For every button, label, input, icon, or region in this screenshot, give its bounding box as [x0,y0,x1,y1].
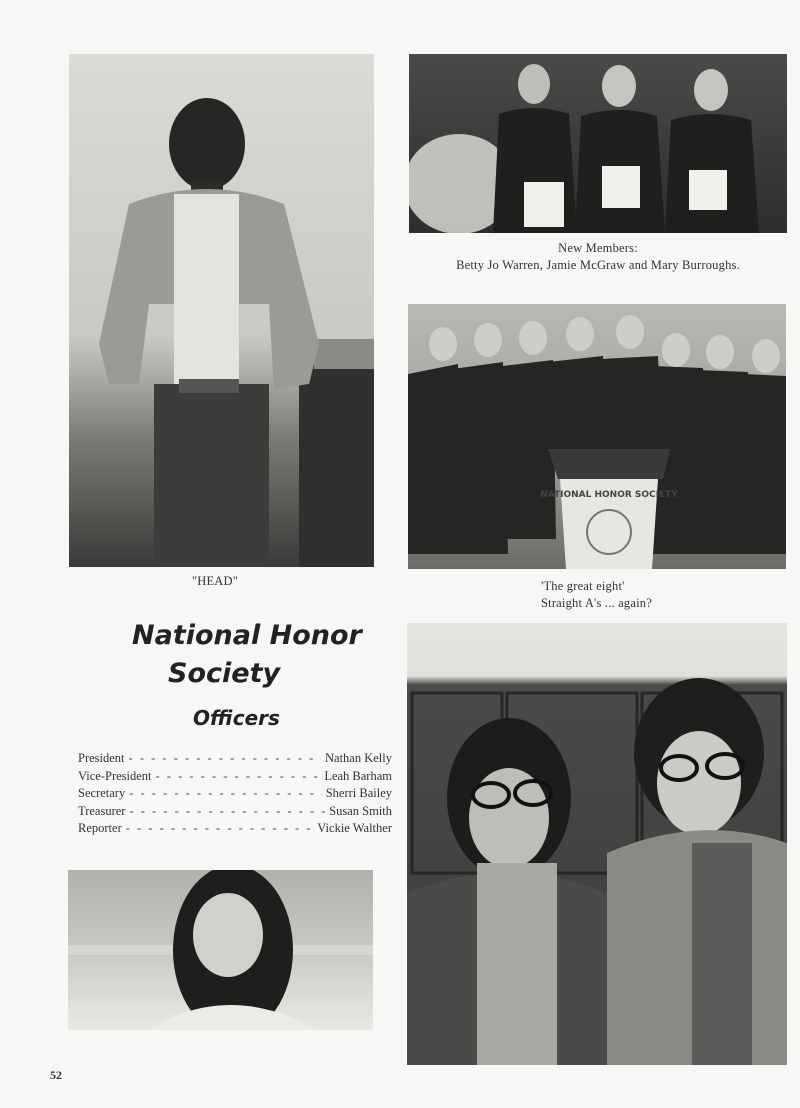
leader-dots [156,768,321,786]
photo-smiling-student [68,870,373,1030]
photo-great-eight-caption-line2: Straight A's ... again? [541,596,653,610]
officer-row-reporter [78,820,392,838]
photo-new-members [409,54,787,233]
officer-role: Vice-President [78,768,152,783]
officer-role: Secretary [78,786,126,800]
officer-name: Susan Smith [329,803,392,818]
section-title-line2: Society [168,658,281,689]
officer-row-president [78,750,392,768]
officer-role: President [78,751,125,765]
photo-great-eight-illustration [408,304,786,569]
photo-new-members-caption-line2: Betty Jo Warren, Jamie McGraw and Mary Burroughs. [456,258,740,272]
officer-name: Nathan Kelly [325,751,392,765]
officer-name: Leah Barham [324,768,392,783]
photo-head-caption: "HEAD" [191,574,239,588]
photo-new-members-caption-line1: New Members: [558,241,638,255]
officer-name: Sherri Bailey [325,786,392,800]
officer-row-treasurer [78,803,392,821]
officer-role: Reporter [78,821,122,835]
page-number: 52 [50,1068,62,1082]
officer-role: Treasurer [78,803,126,818]
section-subtitle: Officers [193,706,280,730]
photo-two-students [407,623,787,1065]
leader-dots [129,785,321,803]
photo-great-eight [408,304,786,569]
photo-head [69,54,374,567]
photo-new-members-illustration [409,54,787,233]
officer-row-secretary [78,785,392,803]
photo-great-eight-caption-line1: 'The great eight' [541,579,625,593]
section-title-line1: National Honor [132,620,362,651]
officer-name: Vickie Walther [317,821,392,835]
officer-row-vice-president [78,768,392,786]
leader-dots [126,820,314,838]
officers-list [78,750,392,838]
photo-head-illustration [69,54,374,567]
photo-two-students-illustration [407,623,787,1065]
lectern-text: NATIONAL HONOR SOCIETY [540,490,678,500]
leader-dots [129,750,321,768]
leader-dots [129,803,325,821]
photo-smiling-student-illustration [68,870,373,1030]
